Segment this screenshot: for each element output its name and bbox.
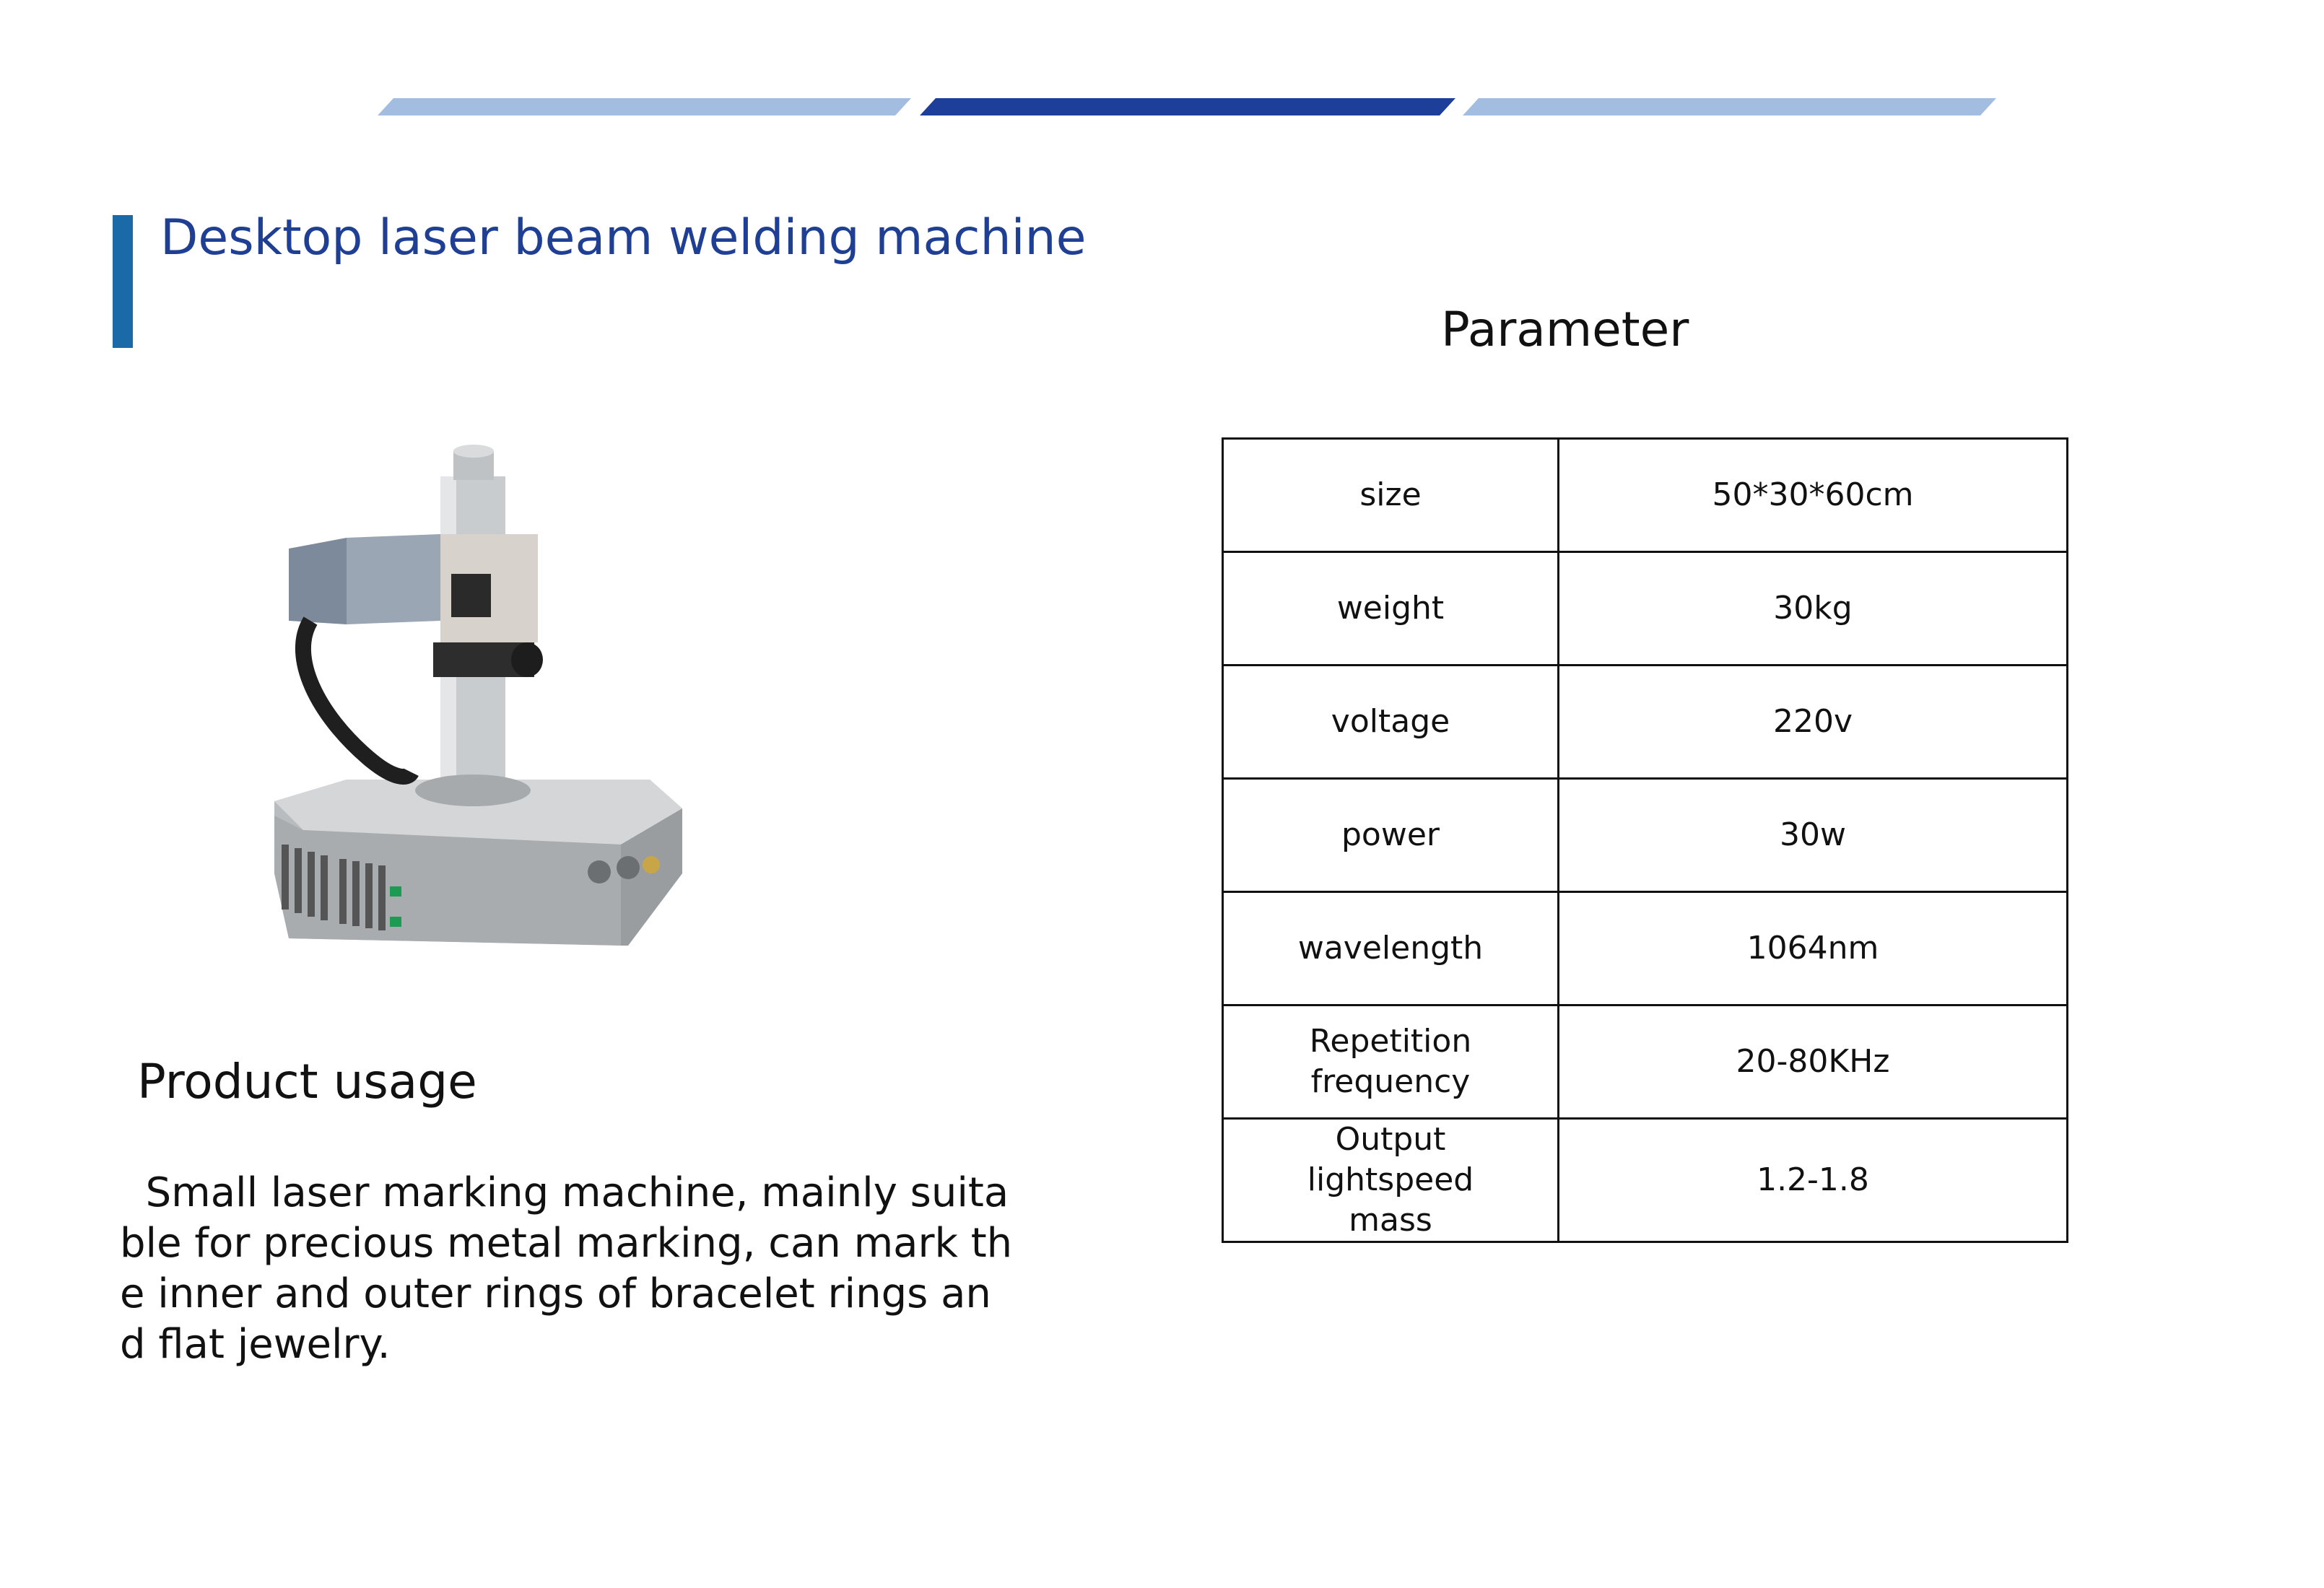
param-value: 30kg: [1559, 552, 2068, 666]
header-bar-center: [920, 98, 1455, 115]
param-label: weight: [1223, 552, 1559, 666]
param-label: wavelength: [1223, 892, 1559, 1005]
table-row: [1223, 439, 2068, 552]
param-label: voltage: [1223, 666, 1559, 779]
param-value: 1.2-1.8: [1559, 1119, 2068, 1242]
usage-line: ble for precious metal marking, can mark th: [120, 1220, 1013, 1267]
product-image: [260, 440, 708, 960]
param-label: Repetition frequency: [1223, 1005, 1559, 1119]
table-row: [1223, 1005, 2068, 1119]
usage-line: e inner and outer rings of bracelet rings an: [120, 1270, 991, 1317]
header-bar-left: [378, 98, 911, 115]
title-accent-bar: [113, 215, 133, 348]
table-row: [1223, 892, 2068, 1005]
param-label: power: [1223, 779, 1559, 892]
parameter-table: [1222, 437, 2068, 1243]
header-bar-right: [1463, 98, 1996, 115]
parameter-heading: Parameter: [1441, 302, 1689, 357]
param-label: size: [1223, 439, 1559, 552]
table-row: [1223, 552, 2068, 666]
param-value: 50*30*60cm: [1559, 439, 2068, 552]
table-row: [1223, 779, 2068, 892]
usage-line: d flat jewelry.: [120, 1321, 391, 1368]
param-value: 1064nm: [1559, 892, 2068, 1005]
usage-heading: Product usage: [137, 1054, 477, 1109]
param-value: 20-80KHz: [1559, 1005, 2068, 1119]
param-value: 30w: [1559, 779, 2068, 892]
usage-description: [120, 1168, 1013, 1370]
param-value: 220v: [1559, 666, 2068, 779]
page-title: Desktop laser beam welding machine: [160, 209, 1087, 266]
param-label: Output lightspeed mass: [1223, 1119, 1559, 1242]
table-row: [1223, 1119, 2068, 1242]
header-decoration-bars: [0, 0, 2324, 144]
table-row: [1223, 666, 2068, 779]
usage-line: Small laser marking machine, mainly suita: [120, 1169, 1009, 1216]
